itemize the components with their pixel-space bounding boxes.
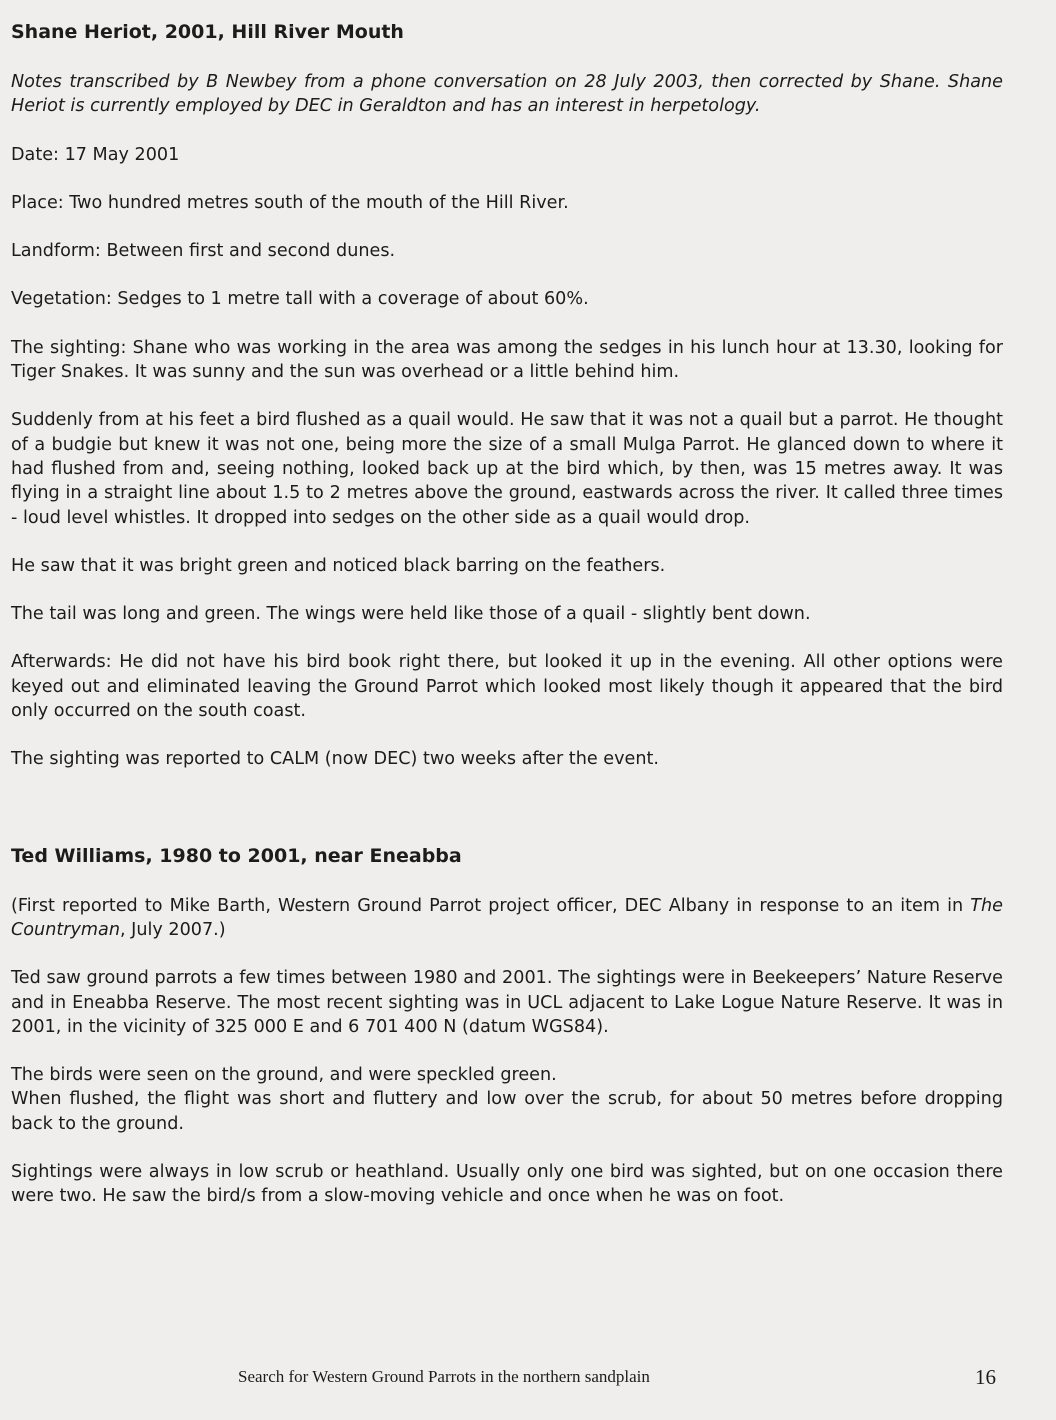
- afterwards-paragraph: Afterwards: He did not have his bird book right there, but looked it up in the evening. All other options were keyed out and eliminated leaving the Ground Parrot which looked most likely though it appeared that the bird only occurred on the south coast.: [11, 652, 1003, 722]
- section-heading: Ted Williams, 1980 to 2001, near Eneabba: [11, 844, 462, 867]
- transcription-note: Notes transcribed by B Newbey from a phone conversation on 28 July 2003, then corrected by Shane. Shane Heriot is currently employed by DEC in Geraldton and has an interest in herpetology.: [11, 72, 1003, 117]
- vegetation-paragraph: Vegetation: Sedges to 1 metre tall with a coverage of about 60%.: [11, 289, 589, 310]
- sighting-paragraph: The sighting: Shane who was working in the area was among the sedges in his lunch hour at 13.30, looking for Tiger Snakes. It was sunny and the sun was overhead or a little behind him.: [11, 337, 1003, 383]
- report-source-date: , July 2007.): [119, 919, 226, 940]
- publication-title: The Countryman: [11, 895, 1003, 940]
- page-footer: [0, 1365, 1056, 1389]
- section-shane-heriot: [11, 20, 1003, 772]
- sightings-paragraph: Ted saw ground parrots a few times between 1980 and 2001. The sightings were in Beekeepers’ Nature Reserve and in Eneabba Reserve. The most recent sighting was in UCL adjacent to Lake Logue Nature Reserve. It was in 2001, in the vicinity of 325 000 E and 6 701 400 N (datum WGS84).: [11, 968, 1003, 1037]
- section-heading: Shane Heriot, 2001, Hill River Mouth: [11, 21, 404, 43]
- section-ted-williams: [11, 844, 1003, 1209]
- report-source-text: (First reported to Mike Barth, Western Ground Parrot project officer, DEC Albany in response to an item in: [11, 895, 971, 916]
- footer-title: Search for Western Ground Parrots in the northern sandplain: [238, 1367, 650, 1386]
- flight-paragraph: When flushed, the flight was short and fluttery and low over the scrub, for about 50 metres before dropping back to the ground.: [11, 1089, 1003, 1134]
- colour-paragraph: He saw that it was bright green and noticed black barring on the feathers.: [11, 555, 666, 576]
- section-spacer: [11, 796, 1003, 844]
- appearance-paragraph: The birds were seen on the ground, and were speckled green.: [11, 1065, 557, 1086]
- habitat-paragraph: Sightings were always in low scrub or heathland. Usually only one bird was sighted, but on one occasion there were two. He saw the bird/s from a slow-moving vehicle and once when he was on foot.: [11, 1162, 1003, 1207]
- document-page: [11, 20, 1003, 1233]
- flush-paragraph: Suddenly from at his feet a bird flushed as a quail would. He saw that it was not a quail but a parrot. He thought of a budgie but knew it was not one, being more the size of a small Mulga Parrot. He glanced down to where it had flushed from and, seeing nothing, looked back up at the bird which, by then, was 15 metres away. It was flying in a straight line about 1.5 to 2 metres above the ground, eastwards across the river. It called three times - loud level whistles. It dropped into sedges on the other side as a quail would drop.: [11, 410, 1003, 528]
- report-paragraph: The sighting was reported to CALM (now DEC) two weeks after the event.: [11, 749, 659, 770]
- place-paragraph: Place: Two hundred metres south of the mouth of the Hill River.: [11, 192, 569, 213]
- report-source-paragraph: [11, 894, 1003, 943]
- landform-paragraph: Landform: Between first and second dunes.: [11, 241, 396, 262]
- page-number: 16: [975, 1365, 996, 1389]
- date-paragraph: Date: 17 May 2001: [11, 144, 180, 165]
- tail-paragraph: The tail was long and green. The wings were held like those of a quail - slightly bent down.: [11, 604, 811, 625]
